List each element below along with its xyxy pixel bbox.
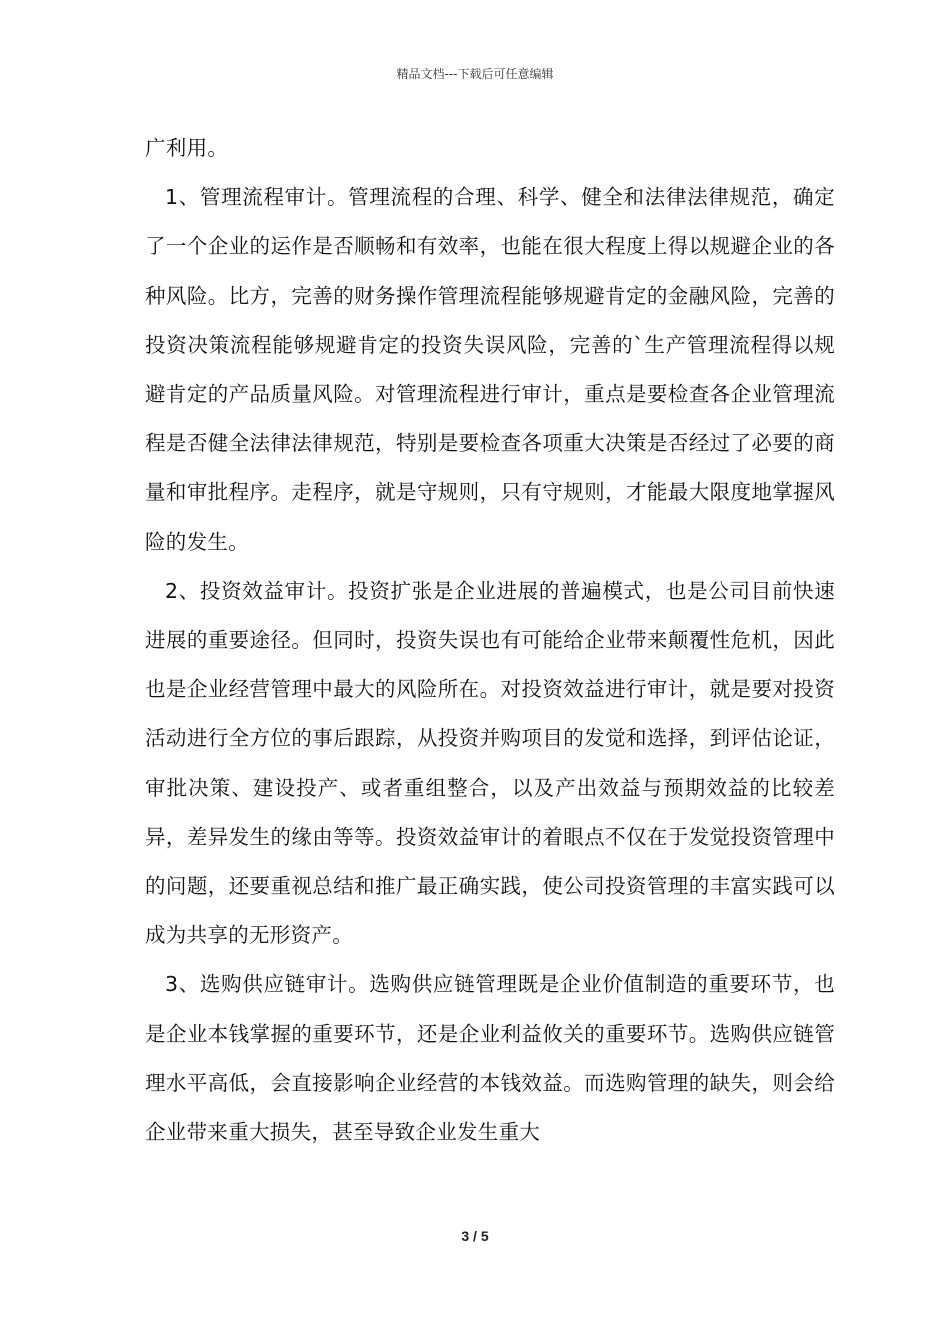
paragraph-supply-chain-audit: 3、选购供应链审计。选购供应链管理既是企业价值制造的重要环节，也是企业本钱掌握的重要环节，还是企业利益攸关的重要环节。选购供应链管理水平高低，会直接影响企业经营的本钱效益。而选购管理的缺失，则会给企业带来重大损失，甚至导致企业发生重大 [145,972,835,1145]
paragraph-continuation: 广利用。 [145,136,229,160]
paragraph-investment-audit: 2、投资效益审计。投资扩张是企业进展的普遍模式，也是公司目前快速进展的重要途径。但同时，投资失误也有可能给企业带来颠覆性危机，因此也是企业经营管理中最大的风险所在。对投资效益进行审计，就是要对投资活动进行全方位的事后跟踪，从投资并购项目的发觉和选择，到评估论证，审批决策、建设投产、或者重组整合，以及产出效益与预期效益的比较差异，差异发生的缘由等等。投资效益审计的着眼点不仅在于发觉投资管理中的问题，还要重视总结和推广最正确实践，使公司投资管理的丰富实践可以成为共享的无形资产。 [145,578,835,948]
document-body [145,124,835,1157]
page-number: 3 / 5 [461,1228,489,1244]
paragraph-process-audit: 1、管理流程审计。管理流程的合理、科学、健全和法律法律规范，确定了一个企业的运作是否顺畅和有效率，也能在很大程度上得以规避企业的各种风险。比方，完善的财务操作管理流程能够规避肯定的金融风险，完善的投资决策流程能够规避肯定的投资失误风险，完善的`生产管理流程得以规避肯定的产品质量风险。对管理流程进行审计，重点是要检查各企业管理流程是否健全法律法律规范，特别是要检查各项重大决策是否经过了必要的商量和审批程序。走程序，就是守规则，只有守规则，才能最大限度地掌握风险的发生。 [145,185,835,554]
page-header: 精品文档---下载后可任意编辑 [396,67,554,81]
